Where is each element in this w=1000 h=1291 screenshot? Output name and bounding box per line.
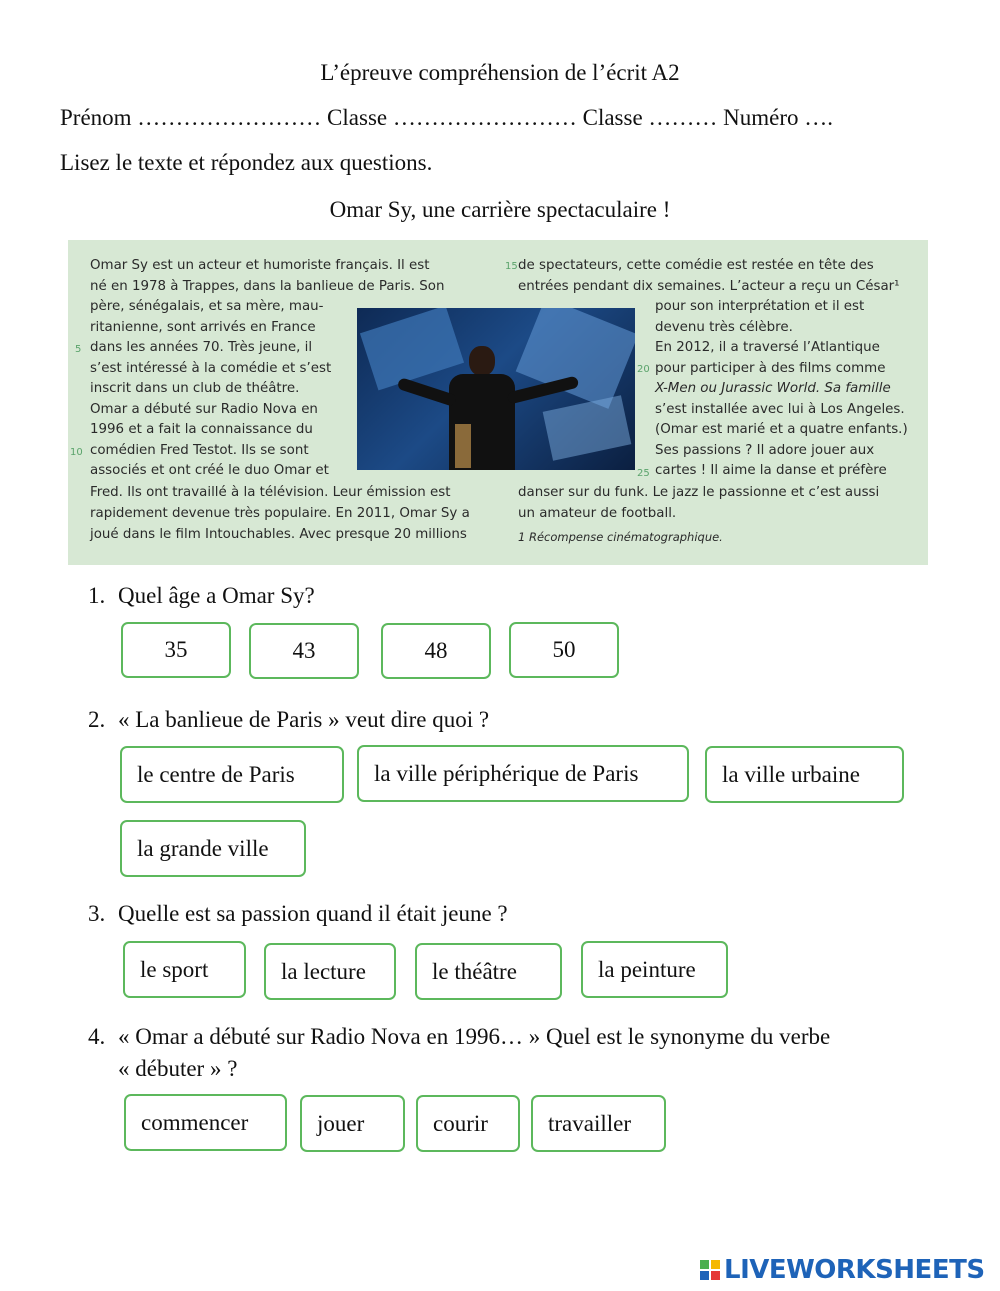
question-2 [0,707,1000,737]
liveworksheets-logo [700,1252,985,1288]
question-1 [0,583,1000,613]
line-number: 10 [70,447,83,458]
article-right-line: danser sur du funk. Le jazz le passionne et c’est aussi [518,485,880,500]
question-3 [0,901,1000,931]
answer-option[interactable]: courir [416,1095,520,1152]
worksheet-title: L’épreuve compréhension de l’écrit A2 [320,60,680,85]
answer-option[interactable]: 50 [509,622,619,678]
article-left-line: comédien Fred Testot. Ils se sont [90,443,309,458]
article-right-line: Ses passions ? Il adore jouer aux [655,443,875,458]
article-left-line: dans les années 70. Très jeune, il [90,340,313,355]
question-text-continued: « débuter » ? [118,1056,238,1081]
answer-option[interactable]: 48 [381,623,491,679]
article-right-line: pour son interprétation et il est [655,299,865,314]
answer-option[interactable]: le centre de Paris [120,746,344,803]
article-left-line: associés et ont créé le duo Omar et [90,463,329,478]
article-right-line: (Omar est marié et a quatre enfants.) [655,422,908,437]
article-right-line: pour participer à des films comme [655,361,886,376]
answer-option[interactable]: 35 [121,622,231,678]
answer-option[interactable]: la lecture [264,943,396,1000]
answer-option[interactable]: la ville urbaine [705,746,904,803]
article-left-line: s’est intéressé à la comédie et s’est [90,361,332,376]
article-title: Omar Sy, une carrière spectaculaire ! [329,197,671,222]
answer-option[interactable]: la ville périphérique de Paris [357,745,689,802]
article-scan [68,240,928,565]
article-right-line: un amateur de football. [518,506,677,521]
answer-option[interactable]: la grande ville [120,820,306,877]
instruction-text: Lisez le texte et répondez aux questions. [60,150,433,175]
article-left-line: 1996 et a fait la connaissance du [90,422,313,437]
article-right-line: devenu très célèbre. [655,320,793,335]
article-left-line: né en 1978 à Trappes, dans la banlieue de Paris. Son [90,279,445,294]
question-text: Quel âge a Omar Sy? [118,583,315,608]
answer-option[interactable]: 43 [249,623,359,679]
article-left-line: inscrit dans un club de théâtre. [90,381,300,396]
question-number: 1. [88,583,106,608]
logo-mark-icon [700,1260,720,1280]
article-right-line: s’est installée avec lui à Los Angeles. [655,402,905,417]
article-left-line: joué dans le film Intouchables. Avec presque 20 millions [90,527,467,542]
question-text: « La banlieue de Paris » veut dire quoi ? [118,707,490,732]
article-right-line: de spectateurs, cette comédie est restée en tête des [518,258,874,273]
answer-option[interactable]: la peinture [581,941,728,998]
answer-option[interactable]: jouer [300,1095,405,1152]
line-number: 5 [75,344,82,355]
article-footnote: 1 Récompense cinématographique. [518,530,723,544]
article-left-line: père, sénégalais, et sa mère, mau- [90,299,324,314]
article-left-line: Omar Sy est un acteur et humoriste français. Il est [90,258,430,273]
article-right-line: cartes ! Il aime la danse et préfère [655,463,887,478]
question-text: Quelle est sa passion quand il était jeune ? [118,901,508,926]
answer-option[interactable]: commencer [124,1094,287,1151]
question-number: 3. [88,901,106,926]
question-number: 2. [88,707,106,732]
actor-photo [357,308,635,470]
article-left-line: Omar a débuté sur Radio Nova en [90,402,318,417]
question-4 [0,1024,1000,1088]
line-number: 25 [637,468,650,479]
article-left-line: ritanienne, sont arrivés en France [90,320,316,335]
article-left-line: rapidement devenue très populaire. En 2011, Omar Sy a [90,506,470,521]
article-right-line: X-Men ou Jurassic World. Sa famille [655,381,891,396]
line-number: 15 [505,261,518,272]
answer-option[interactable]: travailler [531,1095,666,1152]
logo-text: LIVEWORKSHEETS [724,1255,985,1285]
student-identity-line: Prénom …………………… Classe …………………… Classe ……… Numéro …. [60,105,834,130]
article-right-line: entrées pendant dix semaines. L’acteur a reçu un César¹ [518,279,900,294]
article-left-line: Fred. Ils ont travaillé à la télévision. Leur émission est [90,485,451,500]
answer-option[interactable]: le sport [123,941,246,998]
answer-option[interactable]: le théâtre [415,943,562,1000]
question-text: « Omar a débuté sur Radio Nova en 1996… » Quel est le synonyme du verbe [118,1024,831,1049]
line-number: 20 [637,364,650,375]
question-number: 4. [88,1024,106,1049]
article-right-line: En 2012, il a traversé l’Atlantique [655,340,880,355]
